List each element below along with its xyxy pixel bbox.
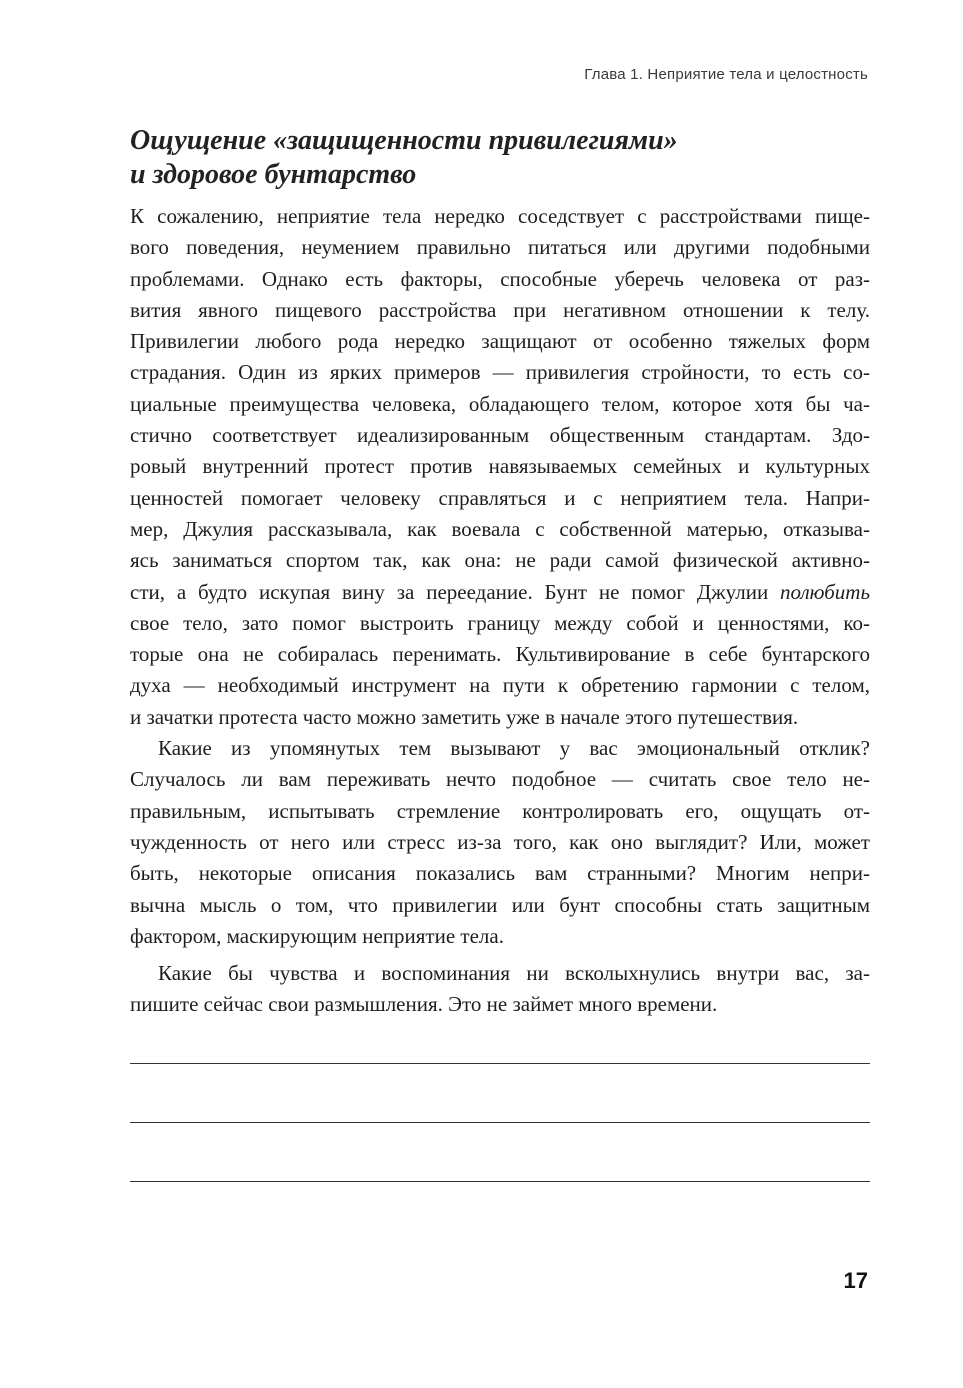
text-line: фактором, маскирующим неприятие тела.: [130, 923, 504, 948]
text-line: Какие из упомянутых тем вызывают у вас эмоциональный отклик?: [158, 736, 870, 761]
text-line: быть, некоторые описания показались вам странными? Многим непри-: [130, 861, 870, 886]
text-line: торые она не собиралась перенимать. Культивирование в себе бунтарского: [130, 642, 870, 667]
paragraph-2: [130, 733, 870, 952]
text-line: правильным, испытывать стремление контролировать его, ощущать от-: [130, 798, 870, 823]
writing-line-1[interactable]: [130, 1063, 870, 1064]
text-line: и зачатки протеста часто можно заметить уже в начале этого путешествия.: [130, 704, 799, 729]
text-run: сти, а будто искупая вину за переедание. Бунт не помог Джулии: [130, 579, 781, 604]
text-line: стично соответствует идеализированным общественным стандартам. Здо-: [130, 423, 870, 448]
page-number: 17: [843, 1268, 868, 1293]
text-line: страдания. Один из ярких примеров — привилегия стройности, то есть со-: [130, 360, 870, 385]
text-line: вития явного пищевого расстройства при негативном отношении к телу.: [130, 297, 870, 322]
section-title-line-2: и здоровое бунтарство: [130, 159, 417, 190]
text-line: Случалось ли вам переживать нечто подобное — считать свое тело не-: [130, 767, 870, 792]
text-line: пишите сейчас свои размышления. Это не займет много времени.: [130, 992, 718, 1017]
section-title-line-1: Ощущение «защищенности привилегиями»: [130, 125, 678, 156]
text-line: циальные преимущества человека, обладающего телом, которое хотя бы ча-: [130, 391, 870, 416]
writing-line-2[interactable]: [130, 1122, 870, 1123]
text-line: вого поведения, неумением правильно питаться или другими подобными: [130, 235, 870, 260]
body-text: [130, 201, 870, 1021]
text-line: Привилегии любого рода нередко защищают от особенно тяжелых форм: [130, 329, 870, 354]
writing-line-3[interactable]: [130, 1181, 870, 1182]
text-line: ясь заниматься спортом так, как она: не ради самой физической активно-: [130, 548, 870, 573]
paragraph-3: [130, 958, 870, 1021]
emphasized-word: полюбить: [780, 579, 870, 604]
paragraph-1: [130, 201, 870, 733]
text-line: К сожалению, неприятие тела нередко соседствует с расстройствами пище-: [130, 204, 870, 228]
text-line: вычна мысль о том, что привилегии или бунт способны стать защитным: [130, 892, 870, 917]
text-line: чужденность от него или стресс из-за того, как оно выглядит? Или, может: [130, 829, 870, 854]
text-line: ценностей помогает человеку справляться и с неприятием тела. Напри-: [130, 485, 870, 510]
text-line-with-emphasis: [130, 577, 870, 608]
text-line: Какие бы чувства и воспоминания ни всколыхнулись внутри вас, за-: [158, 961, 870, 986]
running-head: Глава 1. Неприятие тела и целостность: [584, 66, 868, 83]
section-title: [130, 124, 870, 192]
text-line: мер, Джулия рассказывала, как воевала с собственной матерью, отказыва-: [130, 516, 870, 541]
text-line: ровый внутренний протест против навязываемых семейных и культурных: [130, 454, 870, 479]
text-line: духа — необходимый инструмент на пути к обретению гармонии с телом,: [130, 673, 870, 698]
text-line: проблемами. Однако есть факторы, способные уберечь человека от раз-: [130, 266, 870, 291]
text-line: свое тело, зато помог выстроить границу между собой и ценностями, ко-: [130, 610, 870, 635]
